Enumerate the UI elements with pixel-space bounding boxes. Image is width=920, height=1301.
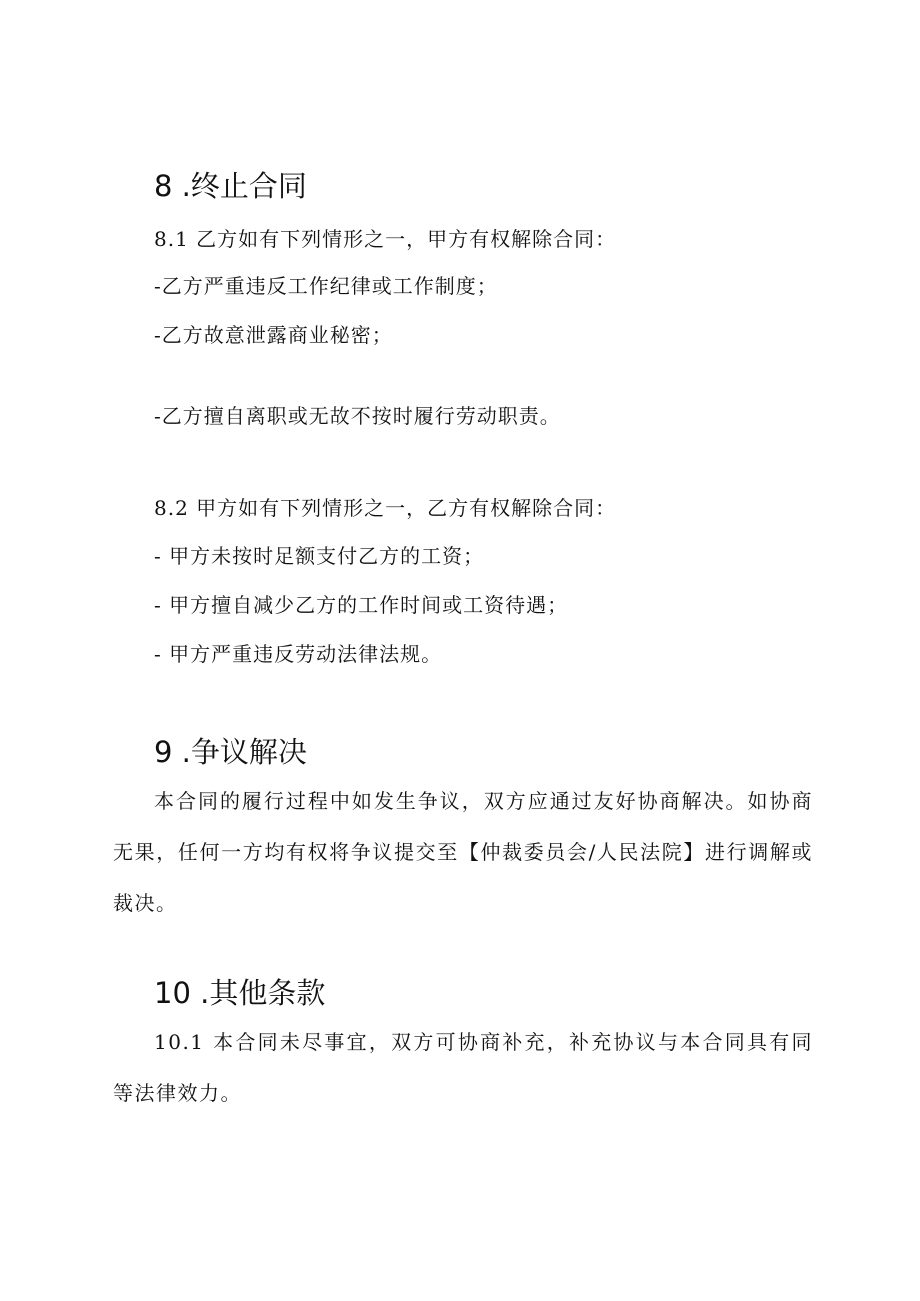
section-10-paragraph: 10.1 本合同未尽事宜，双方可协商补充，补充协议与本合同具有同等法律效力。 <box>113 1030 813 1105</box>
clause-8-1: 8.1 乙方如有下列情形之一，甲方有权解除合同： <box>154 227 617 251</box>
clause-8-1-item-1: -乙方严重违反工作纪律或工作制度； <box>154 274 498 298</box>
clause-8-2-item-3: - 甲方严重违反劳动法律法规。 <box>154 642 443 666</box>
clause-8-2-item-2: - 甲方擅自减少乙方的工作时间或工资待遇； <box>154 593 569 617</box>
clause-8-1-item-2: -乙方故意泄露商业秘密； <box>154 323 393 347</box>
section-9-heading: 9 .争议解决 <box>154 735 307 769</box>
clause-8-2-item-1: - 甲方未按时足额支付乙方的工资； <box>154 544 485 568</box>
clause-8-2: 8.2 甲方如有下列情形之一，乙方有权解除合同： <box>154 496 617 520</box>
clause-8-1-item-3: -乙方擅自离职或无故不按时履行劳动职责。 <box>154 404 561 428</box>
section-8-heading: 8 .终止合同 <box>154 169 307 203</box>
section-10-heading: 10 .其他条款 <box>154 976 326 1010</box>
section-9-paragraph: 本合同的履行过程中如发生争议，双方应通过友好协商解决。如协商无果，任何一方均有权将争议提交至【仲裁委员会/人民法院】进行调解或裁决。 <box>113 789 813 915</box>
